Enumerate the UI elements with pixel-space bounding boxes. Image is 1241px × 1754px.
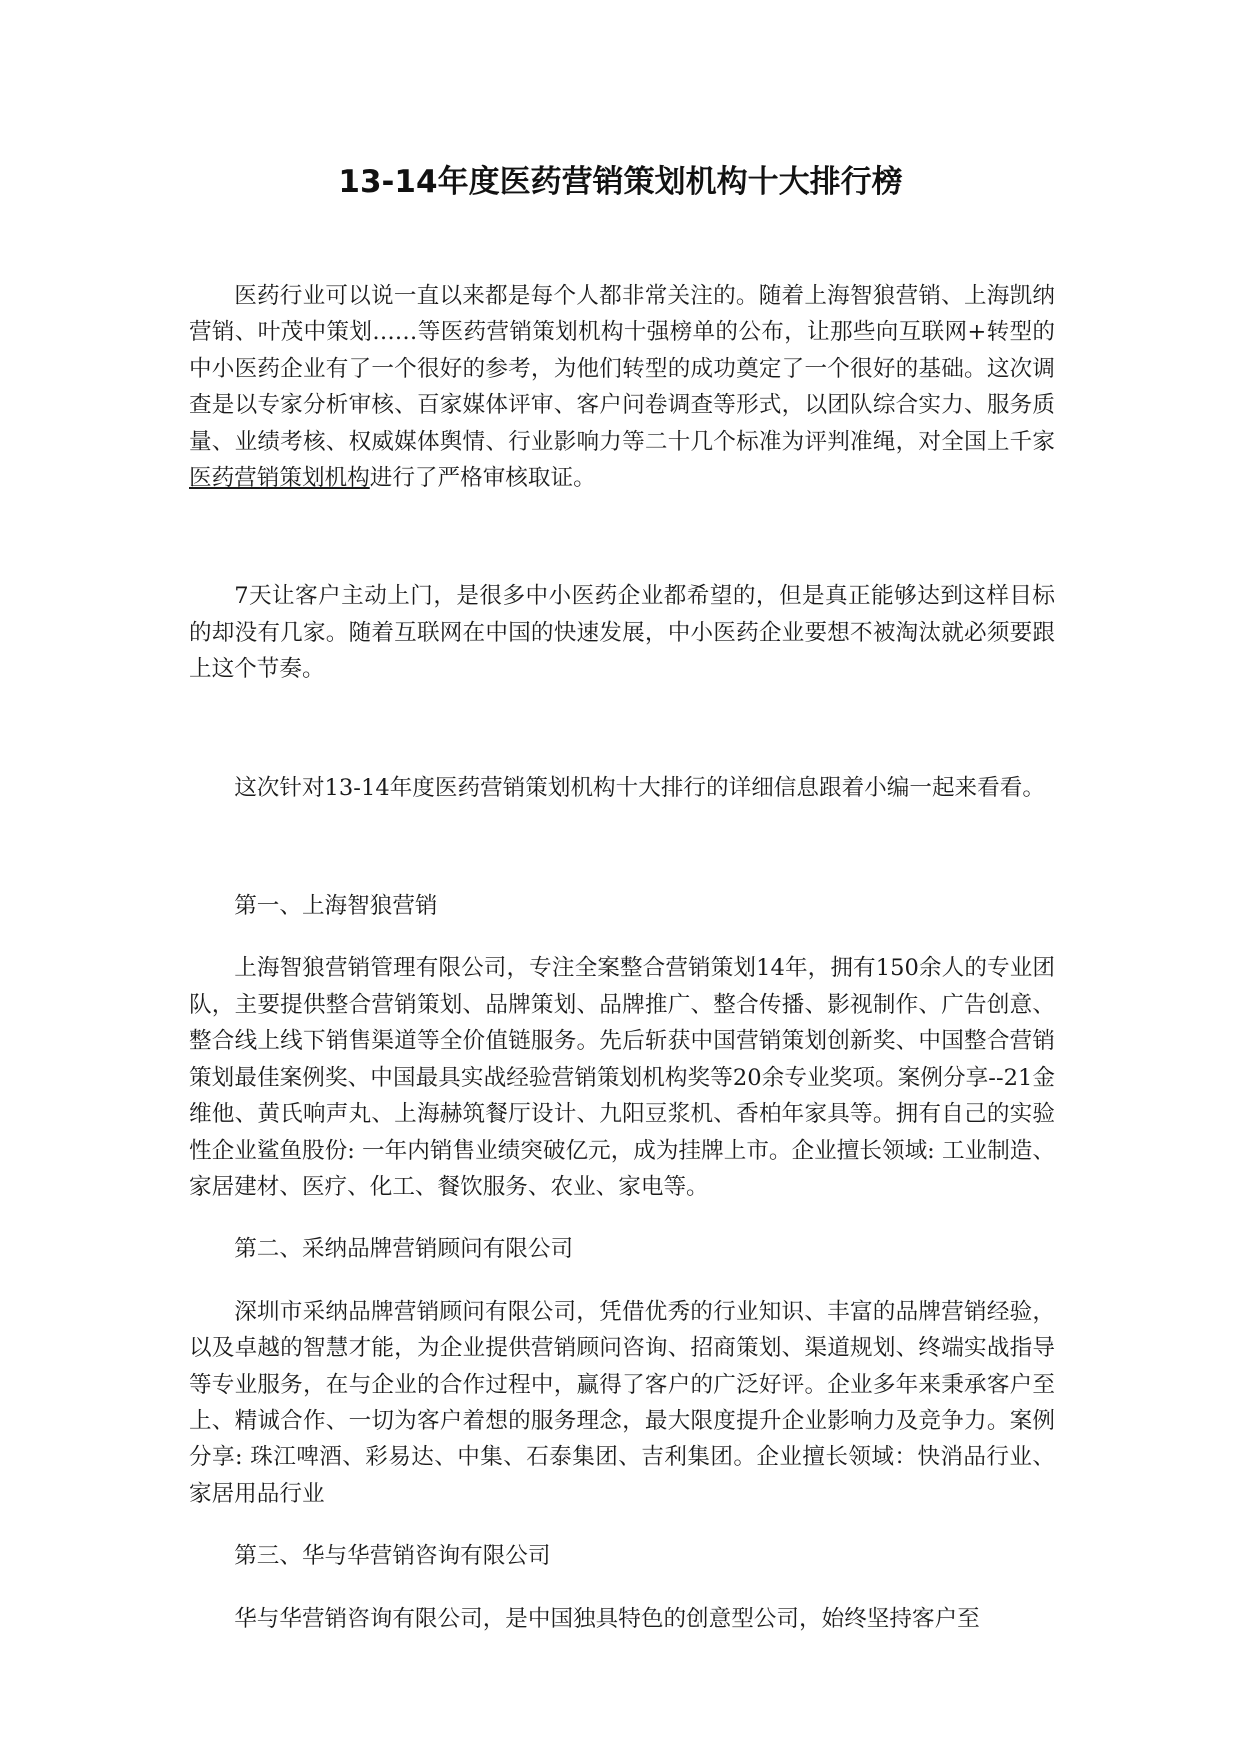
paragraph-spacer [189, 806, 1055, 888]
intro-text-before-link: 医药行业可以说一直以来都是每个人都非常关注的。随着上海智狼营销、上海凯纳营销、叶茂中策划……等医药营销策划机构十强榜单的公布，让那些向互联网+转型的中小医药企业有了一个很好的参考，为他们转型的成功奠定了一个很好的基础。这次调查是以专家分析审核、百家媒体评审、客户问卷调查等形式，以团队综合实力、服务质量、业绩考核、权威媒体舆情、行业影响力等二十几个标准为评判准绳，对全国上千家 [189, 283, 1055, 455]
pharma-marketing-agency-link[interactable]: 医药营销策划机构 [189, 465, 370, 492]
paragraph-customer-acquisition: 7天让客户主动上门，是很多中小医药企业都希望的，但是真正能够达到这样目标的却没有几家。随着互联网在中国的快速发展，中小医药企业要想不被淘汰就必须要跟上这个节奏。 [189, 583, 1055, 683]
document-body [189, 278, 1055, 1637]
paragraph-spacer [189, 688, 1055, 770]
rank3-heading: 第三、华与华营销咨询有限公司 [234, 1543, 551, 1570]
document-title: 13-14年度医药营销策划机构十大排行榜 [338, 164, 903, 200]
paragraph-spacer [189, 1268, 1055, 1294]
rank2-heading: 第二、采纳品牌营销顾问有限公司 [234, 1236, 574, 1263]
intro-text-after-link: 进行了严格审核取证。 [369, 465, 596, 492]
paragraph-spacer [189, 496, 1055, 578]
paragraph-spacer [189, 1512, 1055, 1538]
rank1-heading: 第一、上海智狼营销 [234, 893, 438, 920]
paragraph-ranking-intro: 这次针对13-14年度医药营销策划机构十大排行的详细信息跟着小编一起来看看。 [234, 774, 1045, 801]
rank3-description: 华与华营销咨询有限公司，是中国独具特色的创意型公司，始终坚持客户至 [234, 1605, 980, 1632]
rank2-description: 深圳市采纳品牌营销顾问有限公司，凭借优秀的行业知识、丰富的品牌营销经验，以及卓越的智慧才能，为企业提供营销顾问咨询、招商策划、渠道规划、终端实战指导等专业服务，在与企业的合作过程中，赢得了客户的广泛好评。企业多年来秉承客户至上、精诚合作、一切为客户着想的服务理念，最大限度提升企业影响力及竞争力。案例分享: 珠江啤酒、彩易达、中集、石泰集团、吉利集团。企业擅长领域：快消品行业、家居用品行业 [189, 1298, 1055, 1507]
intro-paragraph [189, 278, 1055, 496]
paragraph-spacer [189, 1205, 1055, 1231]
paragraph-spacer [189, 1575, 1055, 1601]
rank1-description: 上海智狼营销管理有限公司，专注全案整合营销策划14年，拥有150余人的专业团队，主要提供整合营销策划、品牌策划、品牌推广、整合传播、影视制作、广告创意、整合线上线下销售渠道等全价值链服务。先后斩获中国营销策划创新奖、中国整合营销策划最佳案例奖、中国最具实战经验营销策划机构奖等20余专业奖项。案例分享--21金维他、黄氏响声丸、上海赫筑餐厅设计、九阳豆浆机、香柏年家具等。拥有自己的实验性企业鲨鱼股份: 一年内销售业绩突破亿元，成为挂牌上市。企业擅长领域: 工业制造、家居建材、医疗、化工、餐饮服务、农业、家电等。 [189, 955, 1055, 1200]
paragraph-spacer [189, 924, 1055, 950]
